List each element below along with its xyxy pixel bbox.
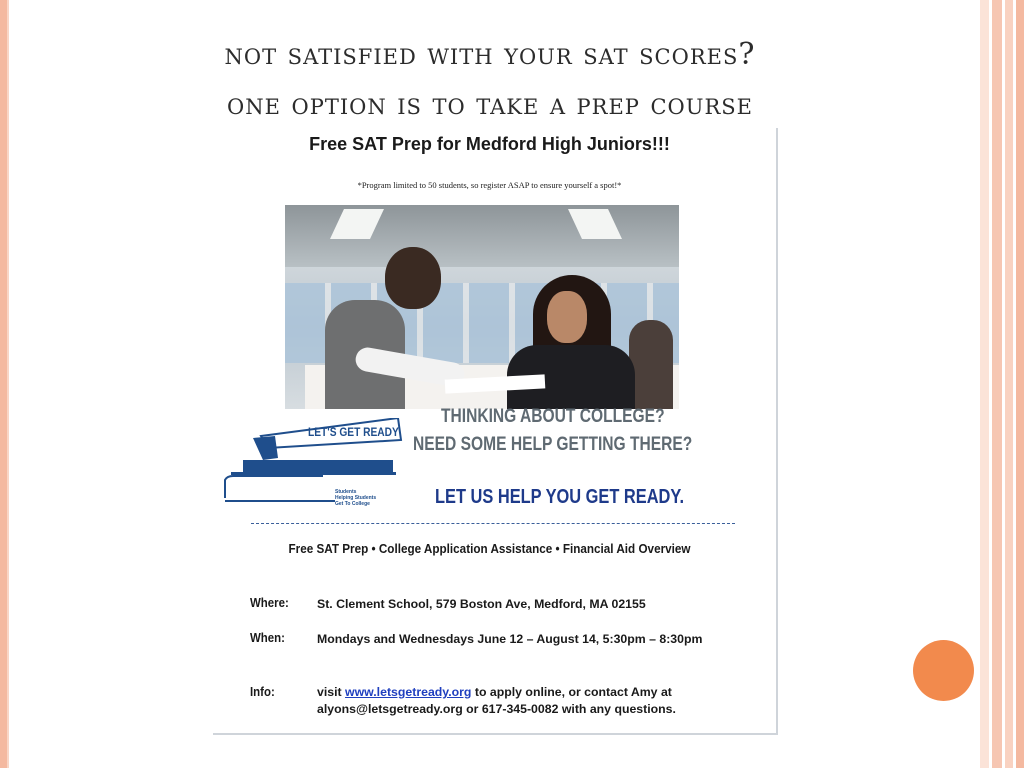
flyer-image — [213, 128, 778, 735]
where-label: Where: — [250, 595, 289, 610]
where-value: St. Clement School, 579 Boston Ave, Medford, MA 02155 — [317, 597, 646, 611]
info-label: Info: — [250, 684, 275, 699]
website-link[interactable]: www.letsgetready.org — [345, 685, 472, 699]
when-value: Mondays and Wednesdays June 12 – August 14, 5:30pm – 8:30pm — [317, 632, 703, 646]
slide-right-stripes — [980, 0, 1024, 768]
info-suffix: to apply online, or contact Amy at alyons@letsgetready.org or 617-345-0082 with any questions. — [317, 685, 676, 716]
services-line: Free SAT Prep • College Application Assistance • Financial Aid Overview — [288, 541, 691, 556]
slide-title — [70, 30, 910, 130]
info-prefix: visit — [317, 685, 346, 699]
logo-subtitle-line: Students — [335, 489, 357, 495]
logo-subtitle-line: Helping Students — [335, 495, 377, 501]
tagline-need-help: NEED SOME HELP GETTING THERE? — [413, 434, 693, 455]
slide-title-line-2: one option is to take a prep course — [227, 87, 753, 122]
logo-subtitle-line: Get To College — [335, 501, 370, 507]
students-photo — [285, 205, 679, 409]
tagline-thinking: THINKING ABOUT COLLEGE? — [441, 406, 665, 427]
slide-title-line-1: not satisfied with your sat scores? — [224, 37, 756, 72]
slide-left-border — [0, 0, 9, 768]
tagline-get-ready: LET US HELP YOU GET READY. — [435, 486, 685, 508]
logo-subtitle — [335, 489, 405, 507]
when-label: When: — [250, 630, 285, 645]
flyer-note: *Program limited to 50 students, so register ASAP to ensure yourself a spot!* — [357, 180, 622, 190]
flyer-divider — [251, 523, 735, 524]
accent-circle — [913, 640, 974, 701]
info-value — [317, 684, 727, 718]
flyer-heading: Free SAT Prep for Medford High Juniors!!! — [309, 134, 670, 154]
logo-name: LET'S GET READY — [308, 425, 399, 439]
